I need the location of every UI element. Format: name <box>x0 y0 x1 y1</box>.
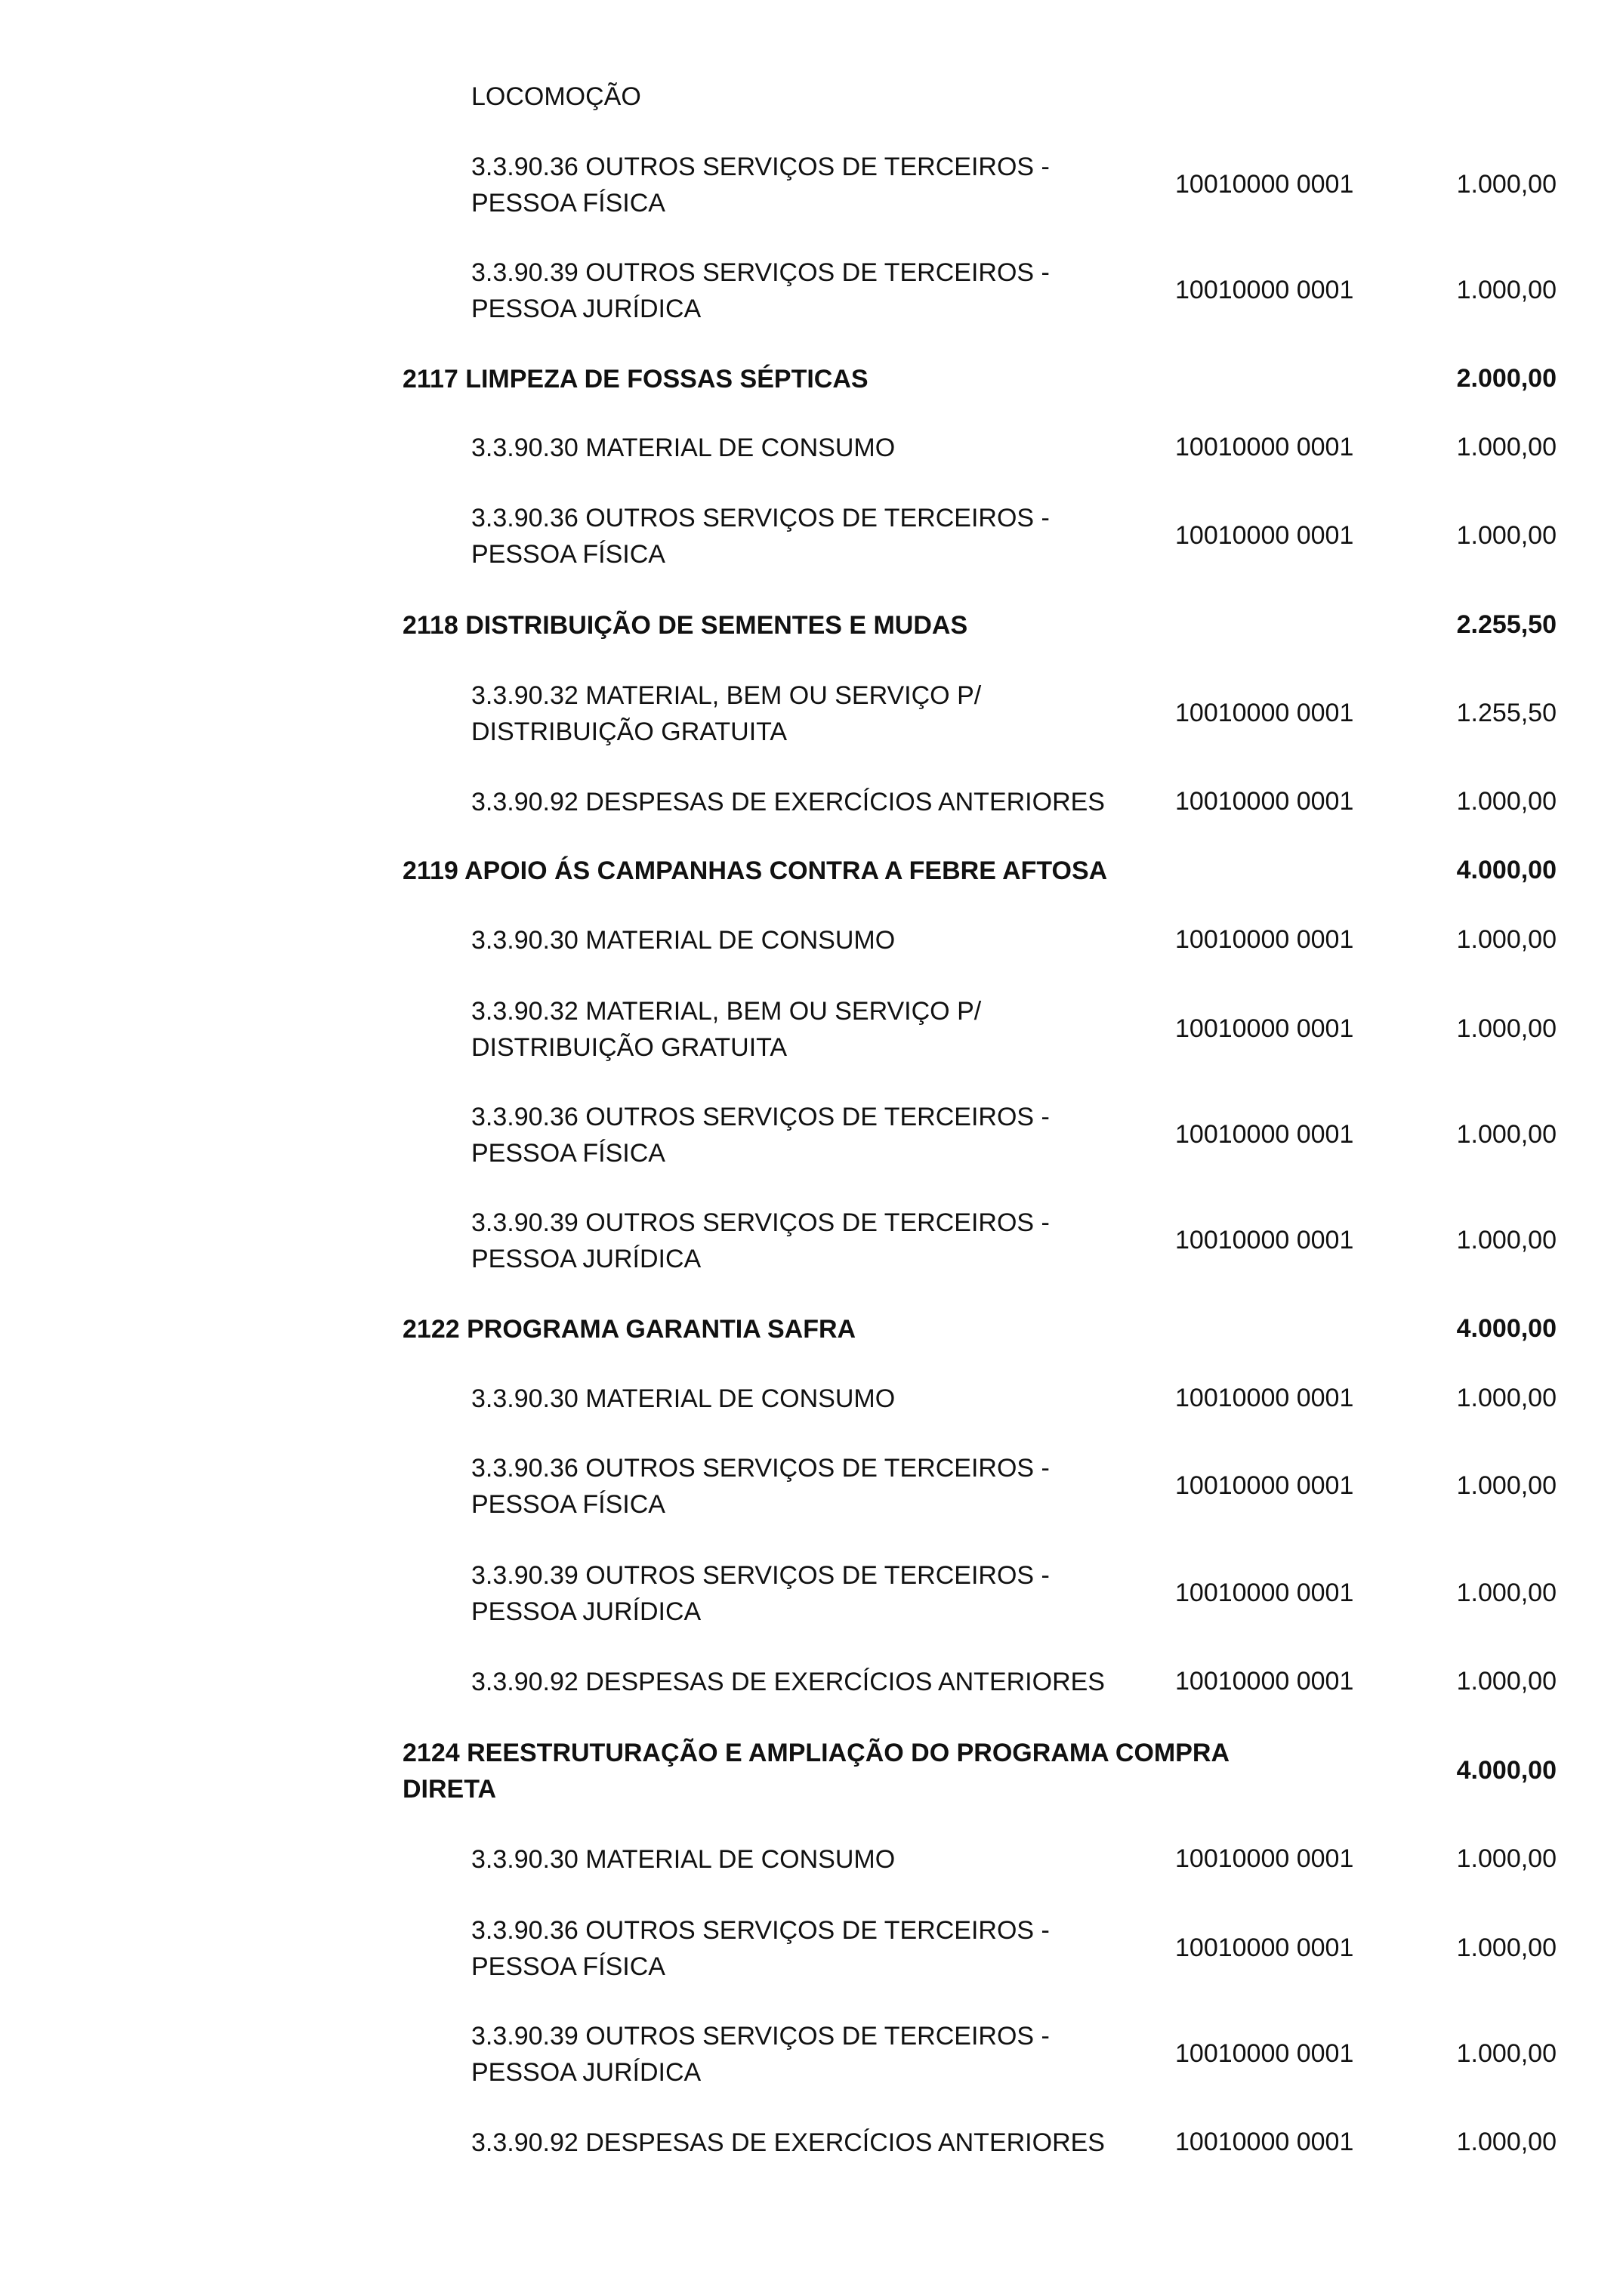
expense-item-row <box>0 255 1623 327</box>
expense-description: 3.3.90.36 OUTROS SERVIÇOS DE TERCEIROS - PESSOA FÍSICA <box>471 504 1050 569</box>
source-code: 10010000 0001 <box>1175 787 1354 816</box>
expense-amount: 1.000,00 <box>1456 1844 1557 1873</box>
expense-amount: 1.000,00 <box>1456 787 1557 816</box>
source-code: 10010000 0001 <box>1175 699 1354 727</box>
expense-item-row <box>0 1381 1623 1417</box>
action-title: 2118 DISTRIBUIÇÃO DE SEMENTES E MUDAS <box>403 611 968 640</box>
action-title: 2122 PROGRAMA GARANTIA SAFRA <box>403 1315 856 1344</box>
expense-description: 3.3.90.32 MATERIAL, BEM OU SERVIÇO P/ DISTRIBUIÇÃO GRATUITA <box>471 681 982 746</box>
action-total-amount: 2.255,50 <box>1456 610 1557 639</box>
expense-item-row <box>0 993 1623 1066</box>
expense-amount: 1.000,00 <box>1456 1667 1557 1696</box>
action-header-row <box>0 853 1623 889</box>
expense-description: 3.3.90.30 MATERIAL DE CONSUMO <box>471 434 896 462</box>
expense-item-row <box>0 1912 1623 1985</box>
source-code: 10010000 0001 <box>1175 1384 1354 1412</box>
expense-description: 3.3.90.92 DESPESAS DE EXERCÍCIOS ANTERIORES <box>471 1668 1105 1696</box>
expense-item-row <box>0 1099 1623 1171</box>
expense-description: 3.3.90.36 OUTROS SERVIÇOS DE TERCEIROS - PESSOA FÍSICA <box>471 1454 1050 1519</box>
expense-amount: 1.000,00 <box>1456 1471 1557 1500</box>
source-code: 10010000 0001 <box>1175 2128 1354 2156</box>
expense-amount: 1.000,00 <box>1456 1120 1557 1149</box>
expense-amount: 1.000,00 <box>1456 2039 1557 2068</box>
expense-amount: 1.000,00 <box>1456 925 1557 954</box>
expense-amount: 1.255,50 <box>1456 699 1557 727</box>
action-total-amount: 2.000,00 <box>1456 364 1557 393</box>
action-title: 2124 REESTRUTURAÇÃO E AMPLIAÇÃO DO PROGRAMA COMPRA DIRETA <box>403 1739 1230 1804</box>
action-total-amount: 4.000,00 <box>1456 1756 1557 1785</box>
action-header-row <box>0 607 1623 643</box>
source-code: 10010000 0001 <box>1175 276 1354 304</box>
expense-amount: 1.000,00 <box>1456 2128 1557 2156</box>
expense-description: 3.3.90.92 DESPESAS DE EXERCÍCIOS ANTERIORES <box>471 2128 1105 2157</box>
source-code: 10010000 0001 <box>1175 1120 1354 1149</box>
source-code: 10010000 0001 <box>1175 1014 1354 1043</box>
expense-item-row <box>0 149 1623 221</box>
source-code: 10010000 0001 <box>1175 521 1354 550</box>
expense-amount: 1.000,00 <box>1456 1226 1557 1254</box>
expense-amount: 1.000,00 <box>1456 1578 1557 1607</box>
action-header-row <box>0 361 1623 397</box>
expense-description: 3.3.90.36 OUTROS SERVIÇOS DE TERCEIROS - PESSOA FÍSICA <box>471 1103 1050 1168</box>
action-header-row <box>0 1311 1623 1347</box>
expense-item-row <box>0 1205 1623 1277</box>
expense-item-row <box>0 1841 1623 1878</box>
expense-amount: 1.000,00 <box>1456 433 1557 461</box>
expense-amount: 1.000,00 <box>1456 1014 1557 1043</box>
expense-item-row <box>0 922 1623 958</box>
action-title: 2117 LIMPEZA DE FOSSAS SÉPTICAS <box>403 365 869 393</box>
source-code: 10010000 0001 <box>1175 1667 1354 1696</box>
expense-item-row <box>0 79 1623 115</box>
expense-description: 3.3.90.39 OUTROS SERVIÇOS DE TERCEIROS - PESSOA JURÍDICA <box>471 258 1050 323</box>
source-code: 10010000 0001 <box>1175 433 1354 461</box>
expense-item-row <box>0 1664 1623 1700</box>
expense-item-row <box>0 430 1623 466</box>
expense-amount: 1.000,00 <box>1456 170 1557 199</box>
action-total-amount: 4.000,00 <box>1456 856 1557 884</box>
source-code: 10010000 0001 <box>1175 2039 1354 2068</box>
expense-description: 3.3.90.30 MATERIAL DE CONSUMO <box>471 1845 896 1874</box>
expense-item-row <box>0 677 1623 750</box>
expense-item-row <box>0 1450 1623 1523</box>
source-code: 10010000 0001 <box>1175 1933 1354 1962</box>
expense-description: LOCOMOÇÃO <box>471 82 641 111</box>
expense-description: 3.3.90.30 MATERIAL DE CONSUMO <box>471 926 896 955</box>
expense-description: 3.3.90.39 OUTROS SERVIÇOS DE TERCEIROS - PESSOA JURÍDICA <box>471 1561 1050 1626</box>
action-title: 2119 APOIO ÁS CAMPANHAS CONTRA A FEBRE AFTOSA <box>403 856 1108 885</box>
expense-item-row <box>0 784 1623 820</box>
expense-description: 3.3.90.30 MATERIAL DE CONSUMO <box>471 1384 896 1413</box>
source-code: 10010000 0001 <box>1175 170 1354 199</box>
expense-description: 3.3.90.36 OUTROS SERVIÇOS DE TERCEIROS - PESSOA FÍSICA <box>471 153 1050 218</box>
expense-item-row <box>0 2125 1623 2161</box>
expense-amount: 1.000,00 <box>1456 1384 1557 1412</box>
source-code: 10010000 0001 <box>1175 925 1354 954</box>
source-code: 10010000 0001 <box>1175 1844 1354 1873</box>
expense-item-row <box>0 1557 1623 1630</box>
expense-item-row <box>0 2018 1623 2091</box>
expense-description: 3.3.90.32 MATERIAL, BEM OU SERVIÇO P/ DISTRIBUIÇÃO GRATUITA <box>471 997 982 1062</box>
source-code: 10010000 0001 <box>1175 1578 1354 1607</box>
expense-amount: 1.000,00 <box>1456 521 1557 550</box>
expense-description: 3.3.90.92 DESPESAS DE EXERCÍCIOS ANTERIORES <box>471 788 1105 816</box>
expense-description: 3.3.90.39 OUTROS SERVIÇOS DE TERCEIROS - PESSOA JURÍDICA <box>471 1208 1050 1273</box>
expense-amount: 1.000,00 <box>1456 1933 1557 1962</box>
expense-description: 3.3.90.39 OUTROS SERVIÇOS DE TERCEIROS - PESSOA JURÍDICA <box>471 2022 1050 2087</box>
source-code: 10010000 0001 <box>1175 1226 1354 1254</box>
expense-item-row <box>0 500 1623 572</box>
source-code: 10010000 0001 <box>1175 1471 1354 1500</box>
action-header-row <box>0 1735 1623 1807</box>
action-total-amount: 4.000,00 <box>1456 1314 1557 1343</box>
expense-description: 3.3.90.36 OUTROS SERVIÇOS DE TERCEIROS - PESSOA FÍSICA <box>471 1916 1050 1981</box>
expense-amount: 1.000,00 <box>1456 276 1557 304</box>
